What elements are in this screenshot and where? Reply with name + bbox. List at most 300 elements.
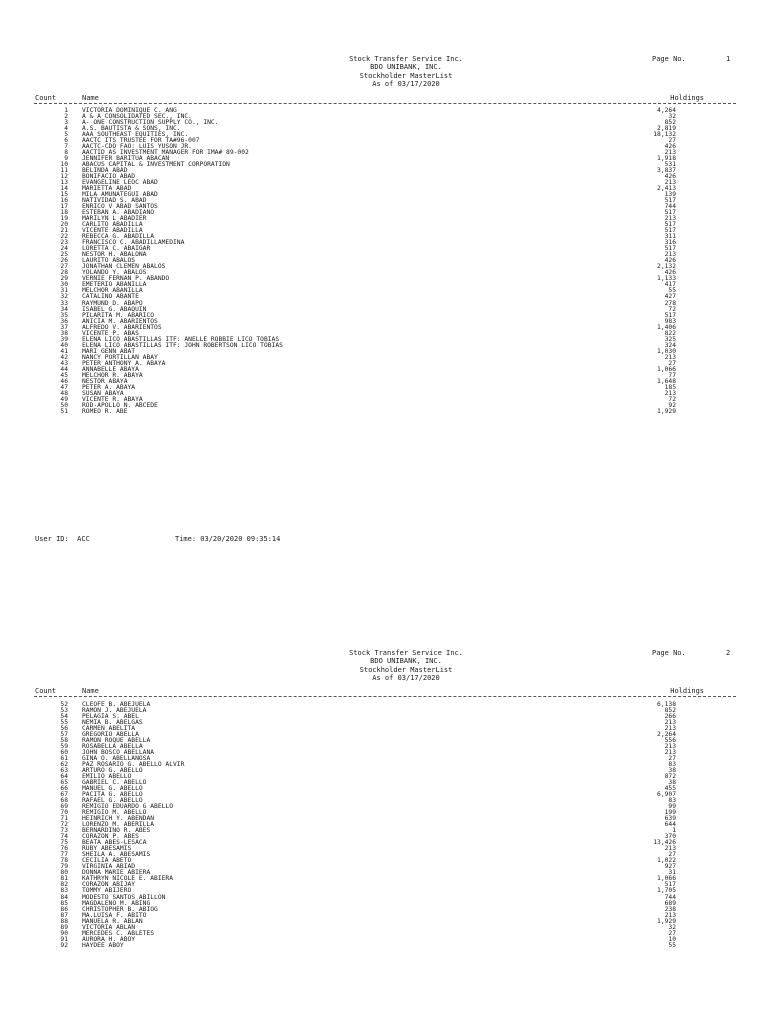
count-cell: 51	[60, 407, 68, 415]
holdings-cell: 3,837	[657, 167, 676, 175]
holdings-cell: 213	[664, 251, 676, 259]
count-cell: 44	[60, 365, 68, 373]
holdings-cell: 83	[668, 761, 676, 769]
holdings-cell: 1,030	[657, 347, 676, 355]
count-cell: 36	[60, 317, 68, 325]
count-cell: 3	[64, 119, 68, 127]
holdings-cell: 2,264	[657, 731, 676, 739]
holdings-cell: 426	[664, 173, 676, 181]
holdings-cell: 77	[668, 371, 676, 379]
name-cell: FRANCISCO C. ABADILLAMEDINA	[82, 239, 185, 247]
name-cell: YOLANDO Y. ABALOS	[82, 269, 147, 277]
name-cell: BERNARDINO R. ABES	[82, 827, 151, 835]
name-cell: ANNABELLE ABAYA	[82, 365, 139, 373]
count-cell: 32	[60, 293, 68, 301]
stockholder-list	[0, 108, 768, 415]
name-cell: ROSABELLA ABELLA	[82, 743, 143, 751]
holdings-cell: 517	[664, 209, 676, 217]
holdings-cell: 426	[664, 143, 676, 151]
count-cell: 79	[60, 863, 68, 871]
holdings-cell: 72	[668, 395, 676, 403]
count-cell: 11	[60, 167, 68, 175]
holdings-cell: 55	[668, 941, 676, 949]
count-cell: 28	[60, 269, 68, 277]
name-cell: RAMON J. ABEJUELA	[82, 707, 147, 715]
count-cell: 8	[64, 149, 68, 157]
holdings-cell: 517	[664, 881, 676, 889]
holdings-cell: 983	[664, 317, 676, 325]
name-cell: JONATHAN CLEMEN ABALOS	[82, 263, 166, 271]
name-cell: PAZ ROSARIO G. ABELLO ALVIR	[82, 761, 185, 769]
count-cell: 16	[60, 197, 68, 205]
header-divider	[34, 696, 736, 697]
name-cell: VERNIE FERNAN P. ABANDO	[82, 275, 170, 283]
holdings-cell: 2,132	[657, 263, 676, 271]
count-cell: 27	[60, 263, 68, 271]
count-cell: 13	[60, 179, 68, 187]
count-cell: 30	[60, 281, 68, 289]
name-cell: CARLITO ABADILLA	[82, 221, 143, 229]
count-cell: 1	[64, 107, 68, 114]
holdings-cell: 852	[664, 119, 676, 127]
count-cell: 19	[60, 215, 68, 223]
column-header-name: Name	[82, 94, 99, 102]
column-header-count: Count	[35, 687, 57, 695]
name-cell: RAMON ROQUE ABELLA	[82, 737, 151, 745]
holdings-cell: 99	[668, 803, 676, 811]
name-cell: ANICIA M. ABARIENTOS	[82, 317, 158, 325]
holdings-cell: 426	[664, 257, 676, 265]
name-cell: NANCY PORTILLAN ABAY	[82, 353, 158, 361]
count-cell: 52	[60, 701, 68, 708]
count-cell: 24	[60, 245, 68, 253]
holdings-cell: 324	[664, 341, 676, 349]
holdings-cell: 18,132	[653, 131, 676, 139]
name-cell: CECILIA ABETO	[82, 857, 132, 865]
holdings-cell: 55	[668, 287, 676, 295]
count-cell: 7	[64, 143, 68, 151]
holdings-cell: 213	[664, 749, 676, 757]
name-cell: CORAZON ABIJAY	[82, 881, 136, 889]
holdings-cell: 2,819	[657, 125, 676, 133]
holdings-cell: 311	[664, 233, 676, 241]
name-cell: MERCEDES C. ABLETES	[82, 929, 155, 937]
issuer-name: BDO UNIBANK, INC.	[370, 657, 442, 666]
holdings-cell: 92	[668, 401, 676, 409]
name-cell: NESTOR H. ABALONA	[82, 251, 147, 259]
print-time: Time: 03/20/2020 09:35:14	[175, 535, 281, 543]
header-divider	[34, 103, 736, 104]
holdings-cell: 38	[668, 779, 676, 787]
count-cell: 12	[60, 173, 68, 181]
name-cell: GREGORIO ABELLA	[82, 731, 139, 739]
holdings-cell: 72	[668, 305, 676, 313]
name-cell: SUSAN ABAYA	[82, 389, 124, 397]
count-cell: 17	[60, 203, 68, 211]
name-cell: RUBY ABESAMIS	[82, 845, 132, 853]
company-name: Stock Transfer Service Inc.	[349, 55, 463, 63]
count-cell: 15	[60, 191, 68, 199]
name-cell: ROD-APOLLO N. ABCEDE	[82, 401, 158, 409]
holdings-cell: 32	[668, 923, 676, 931]
count-cell: 50	[60, 401, 68, 409]
count-cell: 6	[64, 137, 68, 145]
name-cell: A & A CONSOLIDATED SEC., INC.	[82, 113, 192, 121]
count-cell: 65	[60, 779, 68, 787]
table-row	[0, 409, 768, 415]
holdings-cell: 185	[664, 383, 676, 391]
count-cell: 60	[60, 749, 68, 757]
holdings-cell: 27	[668, 137, 676, 145]
holdings-cell: 316	[664, 239, 676, 247]
count-cell: 34	[60, 305, 68, 313]
name-cell: JENNIFER BARITUA ABACAN	[82, 155, 170, 163]
user-id: User ID: ACC	[35, 535, 90, 543]
count-cell: 90	[60, 929, 68, 937]
holdings-cell: 517	[664, 197, 676, 205]
name-cell: MARILYN L ABADIER	[82, 215, 147, 223]
count-cell: 75	[60, 839, 68, 847]
name-cell: CARMEN ABELITA	[82, 725, 136, 733]
report-date: As of 03/17/2020	[372, 674, 440, 683]
holdings-cell: 639	[664, 815, 676, 823]
count-cell: 88	[60, 917, 68, 925]
name-cell: REMIGIO M. ABELLO	[82, 809, 147, 817]
name-cell: TOMMY ABIJERO	[82, 887, 132, 895]
name-cell: LORETTA C. ABAIGAR	[82, 245, 151, 253]
count-cell: 35	[60, 311, 68, 319]
count-cell: 18	[60, 209, 68, 217]
count-cell: 89	[60, 923, 68, 931]
holdings-cell: 455	[664, 785, 676, 793]
name-cell: JOHN BOSCO ABELLANA	[82, 749, 155, 757]
name-cell: VICTORIA ABLAN	[82, 923, 136, 931]
count-cell: 70	[60, 809, 68, 817]
holdings-cell: 2,413	[657, 185, 676, 193]
name-cell: VICTORIA DOMINIQUE C. ANG	[82, 107, 177, 114]
count-cell: 66	[60, 785, 68, 793]
name-cell: NESTOR ABAYA	[82, 377, 128, 385]
name-cell: MARIETTA ABAD	[82, 185, 132, 193]
name-cell: AURORA H. ABOY	[82, 935, 136, 943]
count-cell: 45	[60, 371, 68, 379]
holdings-cell: 213	[664, 911, 676, 919]
name-cell: LAURITO ABALOS	[82, 257, 136, 265]
name-cell: PELAGIA S. ABEL	[82, 713, 139, 721]
company-name: Stock Transfer Service Inc.	[349, 649, 463, 657]
count-cell: 84	[60, 893, 68, 901]
count-cell: 61	[60, 755, 68, 763]
name-cell: EVANGELINE LEOC ABAD	[82, 179, 158, 187]
count-cell: 56	[60, 725, 68, 733]
holdings-cell: 426	[664, 269, 676, 277]
count-cell: 42	[60, 353, 68, 361]
report-title: Stockholder MasterList	[359, 71, 453, 80]
count-cell: 67	[60, 791, 68, 799]
holdings-cell: 199	[664, 809, 676, 817]
page-number-label: Page No.	[652, 55, 686, 63]
count-cell: 29	[60, 275, 68, 283]
name-cell: PILARITA M. ABARICO	[82, 311, 155, 319]
holdings-cell: 517	[664, 227, 676, 235]
count-cell: 49	[60, 395, 68, 403]
count-cell: 87	[60, 911, 68, 919]
count-cell: 10	[60, 161, 68, 169]
name-cell: MODESTO SANTOS ABILLON	[82, 893, 166, 901]
count-cell: 41	[60, 347, 68, 355]
holdings-cell: 556	[664, 737, 676, 745]
holdings-cell: 517	[664, 311, 676, 319]
name-cell: ABACUS CAPITAL & INVESTMENT CORPORATION	[82, 161, 230, 169]
name-cell: MANUELA R. ABLAN	[82, 917, 143, 925]
count-cell: 40	[60, 341, 68, 349]
count-cell: 85	[60, 899, 68, 907]
name-cell: CATALINO ABANTE	[82, 293, 139, 301]
count-cell: 74	[60, 833, 68, 841]
name-cell: LORENZO M. ABERILLA	[82, 821, 155, 829]
count-cell: 31	[60, 287, 68, 295]
holdings-cell: 517	[664, 245, 676, 253]
count-cell: 71	[60, 815, 68, 823]
name-cell: ROMEO R. ABE	[82, 407, 128, 415]
name-cell: ENRICO V ABAD SANTOS	[82, 203, 158, 211]
name-cell: ESTEBAN A. ABADIANO	[82, 209, 155, 217]
holdings-cell: 213	[664, 149, 676, 157]
report-page-2	[0, 640, 768, 1024]
name-cell: A.S. BAUTISTA & SONS, INC.	[82, 125, 181, 133]
name-cell: DONNA MARIE ABIERA	[82, 869, 151, 877]
name-cell: RAYMUND D. ABAPO	[82, 299, 143, 307]
count-cell: 43	[60, 359, 68, 367]
table-row	[0, 943, 768, 949]
holdings-cell: 213	[664, 179, 676, 187]
holdings-cell: 4,264	[657, 107, 676, 114]
count-cell: 69	[60, 803, 68, 811]
name-cell: VICENTE P. ABAS	[82, 329, 139, 337]
count-cell: 92	[60, 941, 68, 949]
holdings-cell: 238	[664, 905, 676, 913]
count-cell: 37	[60, 323, 68, 331]
count-cell: 78	[60, 857, 68, 865]
name-cell: CHRISTOPHER B. ABIOG	[82, 905, 158, 913]
name-cell: MELCHOR R. ABAYA	[82, 371, 143, 379]
name-cell: HEINRICH Y. ABENDAN	[82, 815, 155, 823]
count-cell: 47	[60, 383, 68, 391]
count-cell: 20	[60, 221, 68, 229]
name-cell: RAFAEL G. ABELLO	[82, 797, 143, 805]
holdings-cell: 325	[664, 335, 676, 343]
count-cell: 81	[60, 875, 68, 883]
count-cell: 62	[60, 761, 68, 769]
count-cell: 57	[60, 731, 68, 739]
count-cell: 39	[60, 335, 68, 343]
count-cell: 23	[60, 239, 68, 247]
count-cell: 72	[60, 821, 68, 829]
holdings-cell: 27	[668, 851, 676, 859]
name-cell: VICENTE ABADILLA	[82, 227, 143, 235]
count-cell: 33	[60, 299, 68, 307]
count-cell: 14	[60, 185, 68, 193]
name-cell: AAA SOUTHEAST EQUITIES, INC.	[82, 131, 189, 139]
name-cell: PETER A. ABAYA	[82, 383, 136, 391]
name-cell: REMIGIO EDUARDO G ABELLO	[82, 803, 173, 811]
holdings-cell: 1	[672, 827, 676, 835]
count-cell: 53	[60, 707, 68, 715]
holdings-cell: 10	[668, 935, 676, 943]
name-cell: A- ONE CONSTRUCTION SUPPLY CO., INC.	[82, 119, 219, 127]
count-cell: 83	[60, 887, 68, 895]
name-cell: REBECCA G. ABADILLA	[82, 233, 155, 241]
holdings-cell: 872	[664, 773, 676, 781]
name-cell: MELCHOR ABANILLA	[82, 287, 143, 295]
holdings-cell: 266	[664, 713, 676, 721]
holdings-cell: 213	[664, 353, 676, 361]
holdings-cell: 427	[664, 293, 676, 301]
name-cell: VICENTE R. ABAYA	[82, 395, 143, 403]
name-cell: AACTC-CDO FAO: LUIS YUSON JR.	[82, 143, 192, 151]
holdings-cell: 370	[664, 833, 676, 841]
holdings-cell: 822	[664, 329, 676, 337]
name-cell: PETER ANTHONY A. ABAYA	[82, 359, 166, 367]
count-cell: 54	[60, 713, 68, 721]
holdings-cell: 27	[668, 755, 676, 763]
name-cell: EMILIO ABELLO	[82, 773, 132, 781]
name-cell: NEMIA B. ABELGAS	[82, 719, 143, 727]
holdings-cell: 213	[664, 743, 676, 751]
holdings-cell: 32	[668, 113, 676, 121]
holdings-cell: 278	[664, 299, 676, 307]
name-cell: BONIFACIO ABAD	[82, 173, 136, 181]
holdings-cell: 27	[668, 359, 676, 367]
name-cell: GINA O. ABELLANOSA	[82, 755, 151, 763]
holdings-cell: 6,907	[657, 791, 676, 799]
name-cell: ISABEL G. ABAQUIN	[82, 305, 147, 313]
name-cell: CLEOFE B. ABEJUELA	[82, 701, 151, 708]
holdings-cell: 213	[664, 725, 676, 733]
count-cell: 55	[60, 719, 68, 727]
report-date: As of 03/17/2020	[372, 80, 440, 89]
report-title: Stockholder MasterList	[359, 665, 453, 674]
holdings-cell: 517	[664, 221, 676, 229]
issuer-name: BDO UNIBANK, INC.	[370, 63, 442, 72]
holdings-cell: 213	[664, 215, 676, 223]
name-cell: MARI GENN ABAT	[82, 347, 136, 355]
holdings-cell: 689	[664, 899, 676, 907]
holdings-cell: 852	[664, 707, 676, 715]
count-cell: 5	[64, 131, 68, 139]
name-cell: GABRIEL C. ABELLO	[82, 779, 147, 787]
count-cell: 21	[60, 227, 68, 235]
count-cell: 80	[60, 869, 68, 877]
holdings-cell: 213	[664, 845, 676, 853]
holdings-cell: 744	[664, 203, 676, 211]
name-cell: MAGDALENO M. ABING	[82, 899, 151, 907]
holdings-cell: 13,426	[653, 839, 676, 847]
holdings-cell: 531	[664, 161, 676, 169]
holdings-cell: 139	[664, 191, 676, 199]
count-cell: 64	[60, 773, 68, 781]
holdings-cell: 1,929	[657, 407, 676, 415]
holdings-cell: 1,918	[657, 155, 676, 163]
report-header	[300, 55, 512, 89]
count-cell: 59	[60, 743, 68, 751]
count-cell: 63	[60, 767, 68, 775]
stockholder-list	[0, 702, 768, 949]
holdings-cell: 213	[664, 389, 676, 397]
name-cell: PACITA G. ABELLO	[82, 791, 143, 799]
name-cell: MA.LUISA F. ABITO	[82, 911, 147, 919]
name-cell: HAYDEE ABOY	[82, 941, 124, 949]
holdings-cell: 31	[668, 869, 676, 877]
holdings-cell: 213	[664, 719, 676, 727]
count-cell: 58	[60, 737, 68, 745]
count-cell: 77	[60, 851, 68, 859]
holdings-cell: 1,705	[657, 887, 676, 895]
holdings-cell: 927	[664, 863, 676, 871]
name-cell: AACTC ITS TRUSTEE FOR TA#96-007	[82, 137, 200, 145]
holdings-cell: 744	[664, 893, 676, 901]
name-cell: EMETERIO ABANILLA	[82, 281, 147, 289]
holdings-cell: 1,929	[657, 917, 676, 925]
holdings-cell: 83	[668, 797, 676, 805]
page-number: 1	[726, 55, 731, 63]
name-cell: KATHRYN NICOLE E. ABIERA	[82, 875, 173, 883]
holdings-cell: 6,138	[657, 701, 676, 708]
count-cell: 73	[60, 827, 68, 835]
count-cell: 26	[60, 257, 68, 265]
name-cell: BEATA ABES-LESACA	[82, 839, 147, 847]
report-header	[300, 649, 512, 683]
count-cell: 91	[60, 935, 68, 943]
column-header-holdings: Holdings	[670, 687, 704, 695]
holdings-cell: 417	[664, 281, 676, 289]
count-cell: 68	[60, 797, 68, 805]
name-cell: MANUEL G. ABELLO	[82, 785, 143, 793]
count-cell: 48	[60, 389, 68, 397]
holdings-cell: 1,066	[657, 875, 676, 883]
count-cell: 38	[60, 329, 68, 337]
name-cell: BELINDA ABAD	[82, 167, 128, 175]
holdings-cell: 38	[668, 767, 676, 775]
holdings-cell: 1,133	[657, 275, 676, 283]
holdings-cell: 644	[664, 821, 676, 829]
name-cell: ARTURO G. ABELLO	[82, 767, 143, 775]
holdings-cell: 27	[668, 929, 676, 937]
count-cell: 9	[64, 155, 68, 163]
count-cell: 82	[60, 881, 68, 889]
count-cell: 25	[60, 251, 68, 259]
page-number: 2	[726, 649, 731, 657]
name-cell: NATIVIDAD S. ABAD	[82, 197, 147, 205]
name-cell: ELENA LICO ABASTILLAS ITF: JOHN ROBERTSON LICO TOBIAS	[82, 341, 283, 349]
count-cell: 76	[60, 845, 68, 853]
holdings-cell: 1,406	[657, 323, 676, 331]
count-cell: 4	[64, 125, 68, 133]
count-cell: 46	[60, 377, 68, 385]
name-cell: SHEILA A. ABESAMIS	[82, 851, 151, 859]
column-header-count: Count	[35, 94, 57, 102]
column-header-name: Name	[82, 687, 99, 695]
holdings-cell: 1,066	[657, 365, 676, 373]
holdings-cell: 1,022	[657, 857, 676, 865]
name-cell: ELENA LICO ABASTILLAS ITF: ANELLE ROBBIE LICO TOBIAS	[82, 335, 280, 343]
name-cell: CORAZON P. ABES	[82, 833, 139, 841]
column-header-holdings: Holdings	[670, 94, 704, 102]
holdings-cell: 1,648	[657, 377, 676, 385]
count-cell: 86	[60, 905, 68, 913]
name-cell: ALFREDO V. ABARIENTOS	[82, 323, 162, 331]
count-cell: 22	[60, 233, 68, 241]
